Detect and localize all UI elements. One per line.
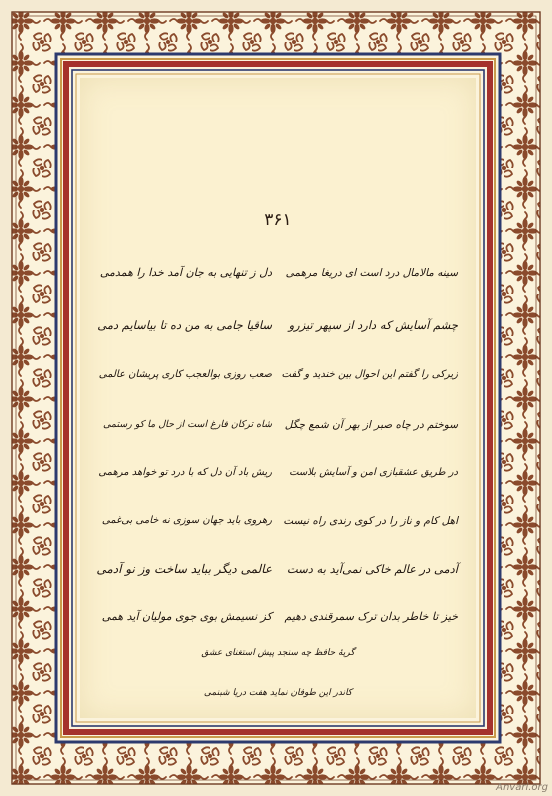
- page-number: ۳۶۱: [264, 210, 292, 230]
- couplet: [80, 410, 476, 440]
- hemistich-second: ریش باد آن دل که با درد تو خواهد مرهمی: [98, 467, 272, 478]
- hemistich-first: آدمی در عالم خاکی نمی‌آید به دست: [286, 562, 458, 576]
- hemistich-second: ساقیا جامی به من ده تا بیاسایم دمی: [97, 318, 272, 332]
- hemistich-second: شاه ترکان فارغ است از حال ما کو رستمی: [102, 419, 272, 430]
- hemistich-first: اهل کام و ناز را در کوی رندی راه نیست: [283, 515, 458, 527]
- hemistich-first: سوختم در چاه صبر از بهر آن شمع چگل: [284, 419, 458, 431]
- couplet: [80, 360, 476, 390]
- hemistich-second: رهروی باید جهان سوزی نه خامی بی‌غمی: [101, 515, 272, 526]
- couplet: [80, 554, 476, 584]
- text-panel: [80, 78, 476, 718]
- couplet: [80, 258, 476, 288]
- hemistich-second: دل ز تنهایی به جان آمد خدا را همدمی: [99, 266, 272, 279]
- watermark: Anvari.org: [496, 782, 548, 793]
- hemistich-second: صعب روزی بوالعجب کاری پریشان عالمی: [98, 369, 272, 380]
- final-hemistich-first: گریهٔ حافظ چه سنجد پیش استغنای عشق: [201, 648, 355, 658]
- hemistich-first: خیز تا خاطر بدان ترک سمرقندی دهیم: [284, 610, 458, 623]
- couplet: [80, 458, 476, 488]
- couplet: [80, 506, 476, 536]
- final-hemistich-second: کاندر این طوفان نماید هفت دریا شبنمی: [203, 688, 353, 698]
- hemistich-first: در طریق عشقبازی امن و آسایش بلاست: [289, 467, 458, 478]
- hemistich-first: زیرکی را گفتم این احوال بین خندید و گفت: [281, 369, 458, 380]
- couplet: [80, 310, 476, 340]
- couplet: [80, 602, 476, 632]
- hemistich-second: عالمی دیگر بباید ساخت وز نو آدمی: [96, 562, 272, 576]
- hemistich-first: چشم آسایش که دارد از سپهر تیزرو: [288, 318, 458, 332]
- hemistich-first: سینه مالامال درد است ای دریغا مرهمی: [285, 267, 458, 279]
- hemistich-second: کز نسیمش بوی جوی مولیان آید همی: [101, 610, 272, 623]
